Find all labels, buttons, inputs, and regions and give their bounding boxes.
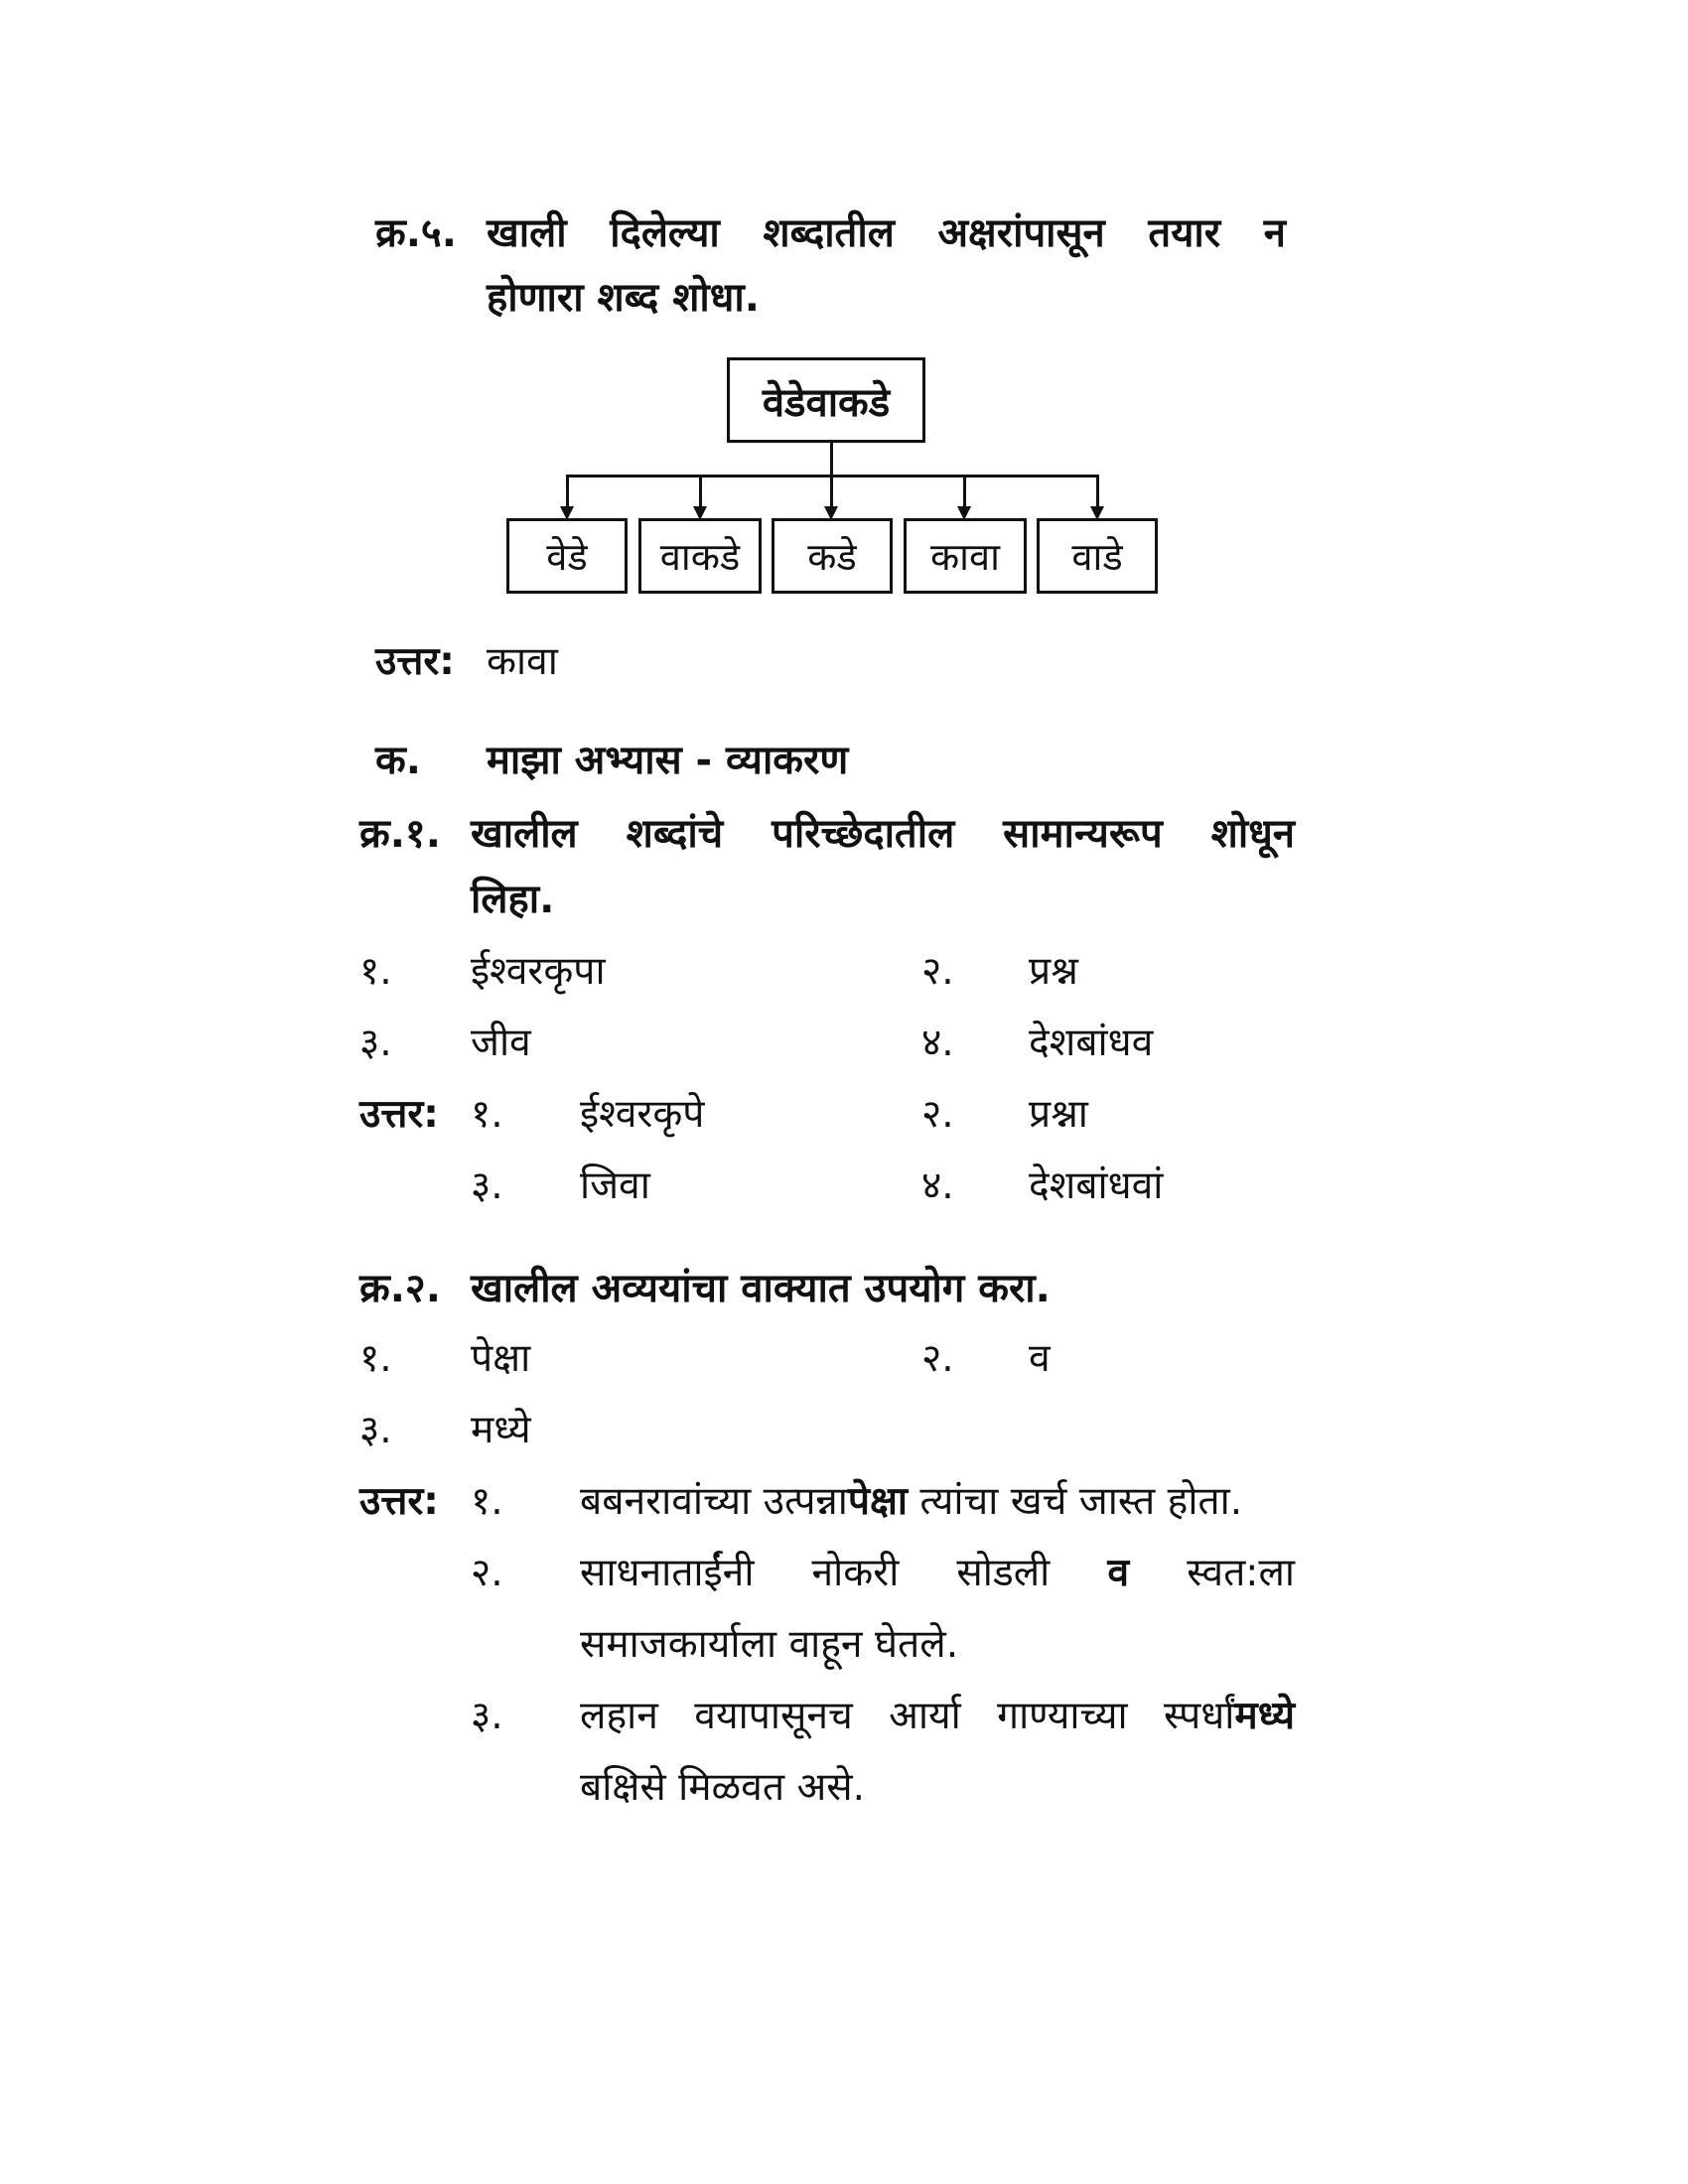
highlight-word: व <box>1107 1551 1130 1595</box>
highlight-word: पेक्षा <box>847 1479 909 1524</box>
g2-answer-num: २. <box>471 1551 503 1595</box>
g1-instruction-line2: लिहा. <box>471 877 555 922</box>
g1-answer-num: १. <box>471 1092 503 1137</box>
q5-answer: कावा <box>487 639 558 684</box>
option-box-4: कावा <box>904 518 1027 594</box>
option-box-2: वाकडे <box>638 518 762 594</box>
branch-2 <box>699 475 702 510</box>
g2-answer-sentence-line2: समाजकार्याला वाहून घेतले. <box>580 1622 959 1667</box>
g2-answer-num: १. <box>471 1479 503 1524</box>
q5-label: क्र.५. <box>375 210 457 256</box>
g2-item-num: २. <box>921 1336 954 1381</box>
highlight-word: मध्ये <box>1234 1694 1295 1738</box>
branch-4 <box>963 475 966 510</box>
tree-stem <box>830 443 833 477</box>
q5-instruction-line2: होणारा शब्द शोधा. <box>487 275 760 321</box>
g1-item-word: देशबांधव <box>1029 1021 1154 1065</box>
g1-label: क्र.१. <box>359 811 441 857</box>
g1-item-word: जीव <box>471 1021 531 1065</box>
option-box-1: वेडे <box>506 518 628 594</box>
section-letter: क. <box>375 738 421 783</box>
g1-item-num: २. <box>921 949 954 994</box>
branch-5 <box>1096 475 1099 510</box>
g2-answer-sentence-line2: बक्षिसे मिळवत असे. <box>580 1765 866 1810</box>
g1-item-num: ३. <box>359 1021 392 1065</box>
section-title: माझा अभ्यास - व्याकरण <box>487 738 849 783</box>
g1-answer-label: उत्तर: <box>359 1092 439 1137</box>
g2-answer-num: ३. <box>471 1694 503 1738</box>
g2-item-word: व <box>1029 1336 1051 1381</box>
branch-3 <box>830 475 833 510</box>
g2-answer-label: उत्तर: <box>359 1479 439 1524</box>
root-word-box: वेडेवाकडे <box>727 357 925 443</box>
g1-item-num: १. <box>359 949 392 994</box>
g2-item-word: पेक्षा <box>471 1336 531 1381</box>
g1-item-num: ४. <box>921 1021 954 1065</box>
g2-answer-sentence-line1: साधनाताईंनी नोकरी सोडली व स्वत:ला <box>580 1551 1295 1595</box>
option-box-5: वाडे <box>1037 518 1158 594</box>
g2-item-num: ३. <box>359 1408 392 1452</box>
q5-answer-label: उत्तर: <box>375 639 455 684</box>
g1-answer-word: प्रश्ना <box>1029 1092 1088 1137</box>
q5-instruction-line1: खाली दिलेल्या शब्दातील अक्षरांपासून तयार न <box>487 210 1286 256</box>
g1-answer-word: जिवा <box>580 1163 650 1208</box>
g1-item-word: ईश्वरकृपा <box>471 949 606 994</box>
g2-answer-sentence: बबनरावांच्या उत्पन्नापेक्षा त्यांचा खर्च जास्त होता. <box>580 1479 1243 1524</box>
g2-item-word: मध्ये <box>471 1408 531 1452</box>
option-box-3: कडे <box>772 518 893 594</box>
g1-answer-word: देशबांधवां <box>1029 1163 1164 1208</box>
branch-1 <box>566 475 569 510</box>
g1-answer-num: ४. <box>921 1163 954 1208</box>
g2-item-num: १. <box>359 1336 392 1381</box>
g1-item-word: प्रश्न <box>1029 949 1078 994</box>
g1-answer-num: ३. <box>471 1163 503 1208</box>
g1-answer-word: ईश्वरकृपे <box>580 1092 705 1137</box>
g2-instruction: खालील अव्ययांचा वाक्यात उपयोग करा. <box>471 1266 1051 1311</box>
g2-label: क्र.२. <box>359 1266 441 1311</box>
g2-answer-sentence-line1: लहान वयापासूनच आर्या गाण्याच्या स्पर्धांमध्ये <box>580 1694 1295 1738</box>
g1-answer-num: २. <box>921 1092 954 1137</box>
g1-instruction-line1: खालील शब्दांचे परिच्छेदातील सामान्यरूप शोधून <box>471 811 1295 857</box>
